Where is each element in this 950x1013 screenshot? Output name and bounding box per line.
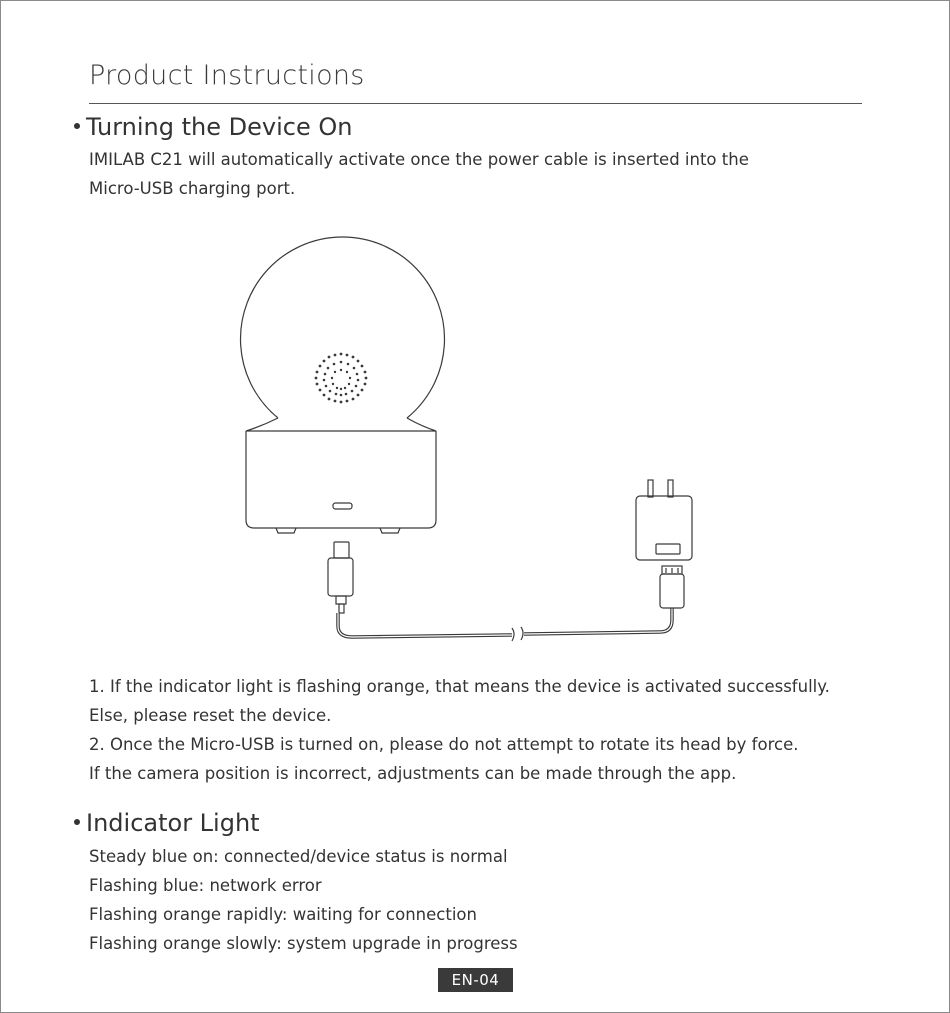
power-adapter bbox=[636, 496, 692, 560]
speaker-grille-icon bbox=[315, 353, 368, 404]
adapter-prong bbox=[668, 480, 673, 497]
indicator-state-line: Flashing blue: network error bbox=[89, 876, 322, 895]
power-description-line: Micro-USB charging port. bbox=[89, 179, 296, 198]
camera-foot bbox=[380, 528, 400, 533]
usb-cable bbox=[338, 613, 512, 637]
usb-a-plug bbox=[660, 574, 684, 608]
page-number-badge: EN-04 bbox=[438, 968, 513, 992]
micro-usb-connector-tip bbox=[334, 542, 349, 558]
page-title: Product Instructions bbox=[89, 60, 365, 91]
activation-notes bbox=[89, 672, 830, 788]
note-line: 1. If the indicator light is flashing orange, that means the device is activated successfully. bbox=[89, 677, 830, 696]
bullet-icon bbox=[74, 123, 80, 129]
note-line: If the camera position is incorrect, adjustments can be made through the app. bbox=[89, 764, 737, 783]
camera-base bbox=[246, 431, 436, 528]
micro-usb-port-icon bbox=[333, 503, 352, 509]
section-heading-power bbox=[74, 113, 352, 141]
camera-connection-illustration bbox=[225, 230, 725, 650]
indicator-state-line: Flashing orange slowly: system upgrade in progress bbox=[89, 934, 518, 953]
bullet-icon bbox=[74, 819, 80, 825]
note-line: Else, please reset the device. bbox=[89, 706, 332, 725]
section-heading-indicator bbox=[74, 809, 260, 837]
title-divider bbox=[89, 103, 862, 104]
camera-head bbox=[241, 237, 445, 418]
indicator-state-line: Steady blue on: connected/device status is normal bbox=[89, 847, 508, 866]
section-heading-indicator-text: Indicator Light bbox=[86, 809, 260, 837]
power-description-line: IMILAB C21 will automatically activate once the power cable is inserted into the bbox=[89, 150, 749, 169]
indicator-states bbox=[89, 842, 518, 958]
power-description bbox=[89, 145, 749, 203]
note-line: 2. Once the Micro-USB is turned on, please do not attempt to rotate its head by force. bbox=[89, 735, 799, 754]
indicator-state-line: Flashing orange rapidly: waiting for connection bbox=[89, 905, 477, 924]
adapter-usb-port-icon bbox=[656, 544, 680, 554]
adapter-prong bbox=[648, 480, 653, 497]
section-heading-power-text: Turning the Device On bbox=[86, 113, 353, 141]
micro-usb-plug bbox=[328, 558, 353, 596]
camera-foot bbox=[276, 528, 296, 533]
camera-base-rim bbox=[246, 418, 436, 431]
